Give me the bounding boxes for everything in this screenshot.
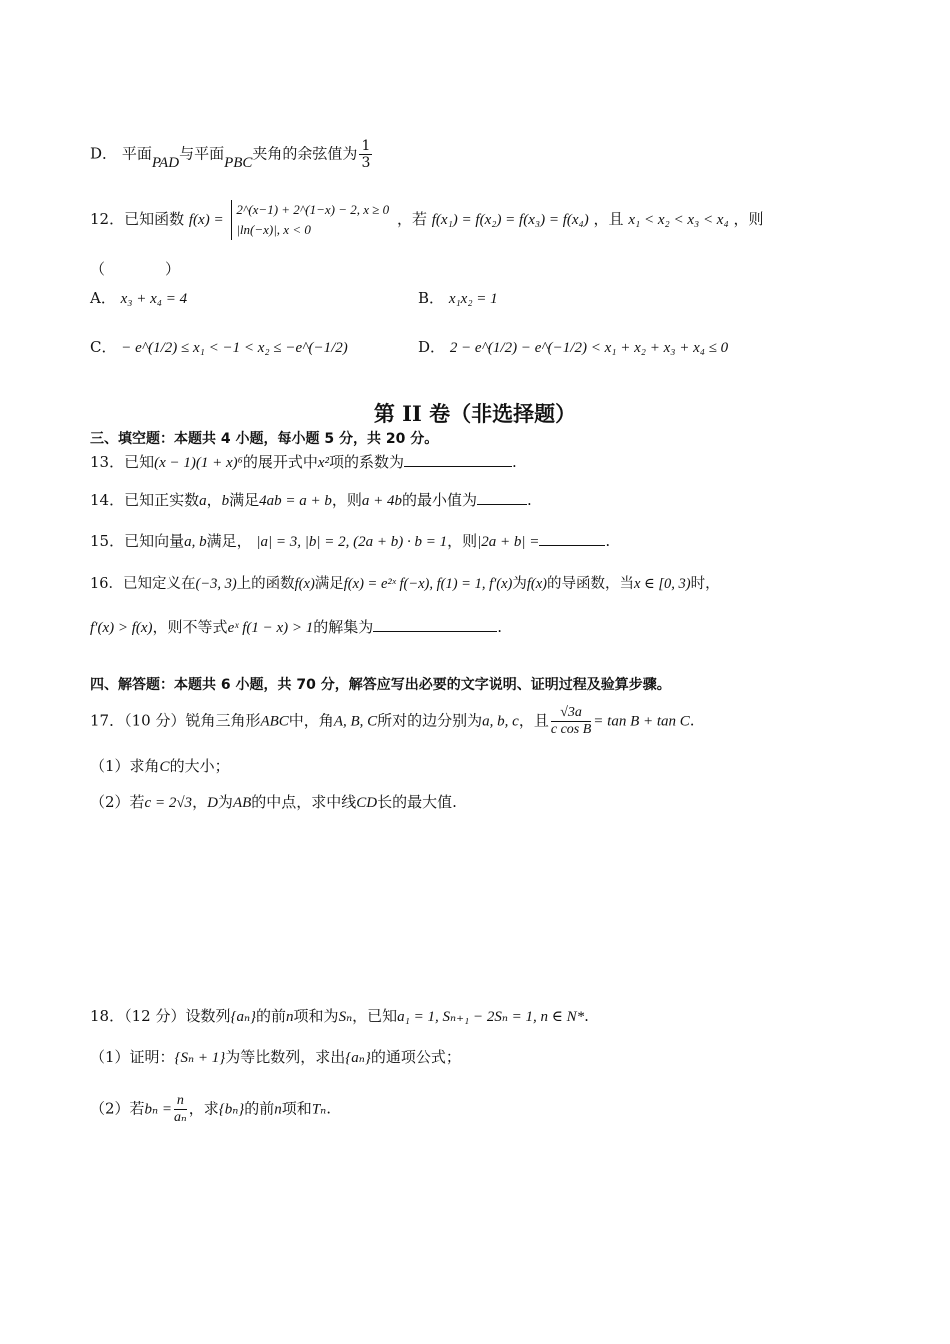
answer-blank[interactable] xyxy=(404,452,512,467)
q12-paren: （ ） xyxy=(90,260,181,278)
q17-part2: （2）若c = 2√3，D为AB的中点，求中线CD长的最大值. xyxy=(90,793,457,811)
fraction: $\frac{√3a}{\text{c cos B}}$ xyxy=(550,705,592,737)
q12-option-c: C． − e^(1/2) ≤ x₁ < −1 < x₂ ≤ −e^(−1/2) xyxy=(90,338,348,356)
answer-blank[interactable] xyxy=(539,531,605,546)
q18-stem: 18．（12 分）设数列{aₙ}的前n项和为Sₙ，已知a₁ = 1, Sₙ₊₁ − 2Sₙ = 1, n ∈ N*. xyxy=(90,1007,589,1025)
q14: 14．已知正实数a，b满足4ab = a + b，则a + 4b的最小值为 . xyxy=(90,491,532,509)
q11-option-d: D． 平面PAD与平面PBC夹角的余弦值为 $\frac{1}{3}$ xyxy=(90,138,371,171)
q12-option-b: B． x₁x₂ = 1 xyxy=(418,289,498,307)
q12-stem: 12．已知函数 f(x) = 2^(x−1) + 2^(1−x) − 2, x ≥ 0 |ln(−x)|, x < 0 ，若 f(x₁) = f(x₂) = f(x₃) = f(x₄) ，且 x₁ < x₂ < x₃ < x₄ ，则 xyxy=(90,200,763,240)
q16-line1: 16．已知定义在(−3, 3)上的函数f(x)满足f(x) = e²ˣ f(−x), f(1) = 1, f′(x)为f(x)的导函数，当x ∈ [0, 3)时， xyxy=(90,576,720,592)
section-4-heading: 四、解答题：本题共 6 小题，共 70 分，解答应写出必要的文字说明、证明过程及验算步骤。 xyxy=(90,677,671,693)
piecewise-function: 2^(x−1) + 2^(1−x) − 2, x ≥ 0 |ln(−x)|, x < 0 xyxy=(231,200,389,240)
q17-stem: 17．（10 分）锐角三角形ABC中，角A, B, C所对的边分别为a, b, c，且 $\frac{√3a}{\text{c cos B}}$ = tan B + tan C. xyxy=(90,705,695,737)
fraction: $\frac{n}{\text{aₙ}}$ xyxy=(174,1093,187,1125)
option-label: D． xyxy=(90,144,118,163)
q15: 15．已知向量a, b满足， |a| = 3, |b| = 2, (2a + b) · b = 1，则|2a + b| = . xyxy=(90,532,611,550)
answer-blank[interactable] xyxy=(373,617,497,632)
q12-option-d: D． 2 − e^(1/2) − e^(−1/2) < x₁ + x₂ + x₃ + x₄ ≤ 0 xyxy=(418,338,729,356)
part2-title: 第 II 卷（非选择题） xyxy=(373,401,577,426)
q16-line2: f′(x) > f(x)，则不等式eˣ f(1 − x) > 1的解集为 . xyxy=(90,618,503,636)
q12-option-a: A． x₃ + x₄ = 4 xyxy=(90,289,188,307)
q13: 13．已知(x − 1)(1 + x)⁶的展开式中x²项的系数为 . xyxy=(90,453,517,471)
q17-part1: （1）求角C的大小； xyxy=(90,757,230,775)
q18-part1: （1）证明：{Sₙ + 1}为等比数列，求出{aₙ}的通项公式； xyxy=(90,1048,461,1066)
answer-blank[interactable] xyxy=(477,490,527,505)
q18-part2: （2）若bₙ = $\frac{n}{\text{aₙ}}$ ，求{bₙ}的前n项和Tₙ. xyxy=(90,1093,332,1125)
section-3-heading: 三、填空题：本题共 4 小题，每小题 5 分，共 20 分。 xyxy=(90,431,439,447)
fraction: $\frac{1}{3}$ xyxy=(361,138,371,171)
